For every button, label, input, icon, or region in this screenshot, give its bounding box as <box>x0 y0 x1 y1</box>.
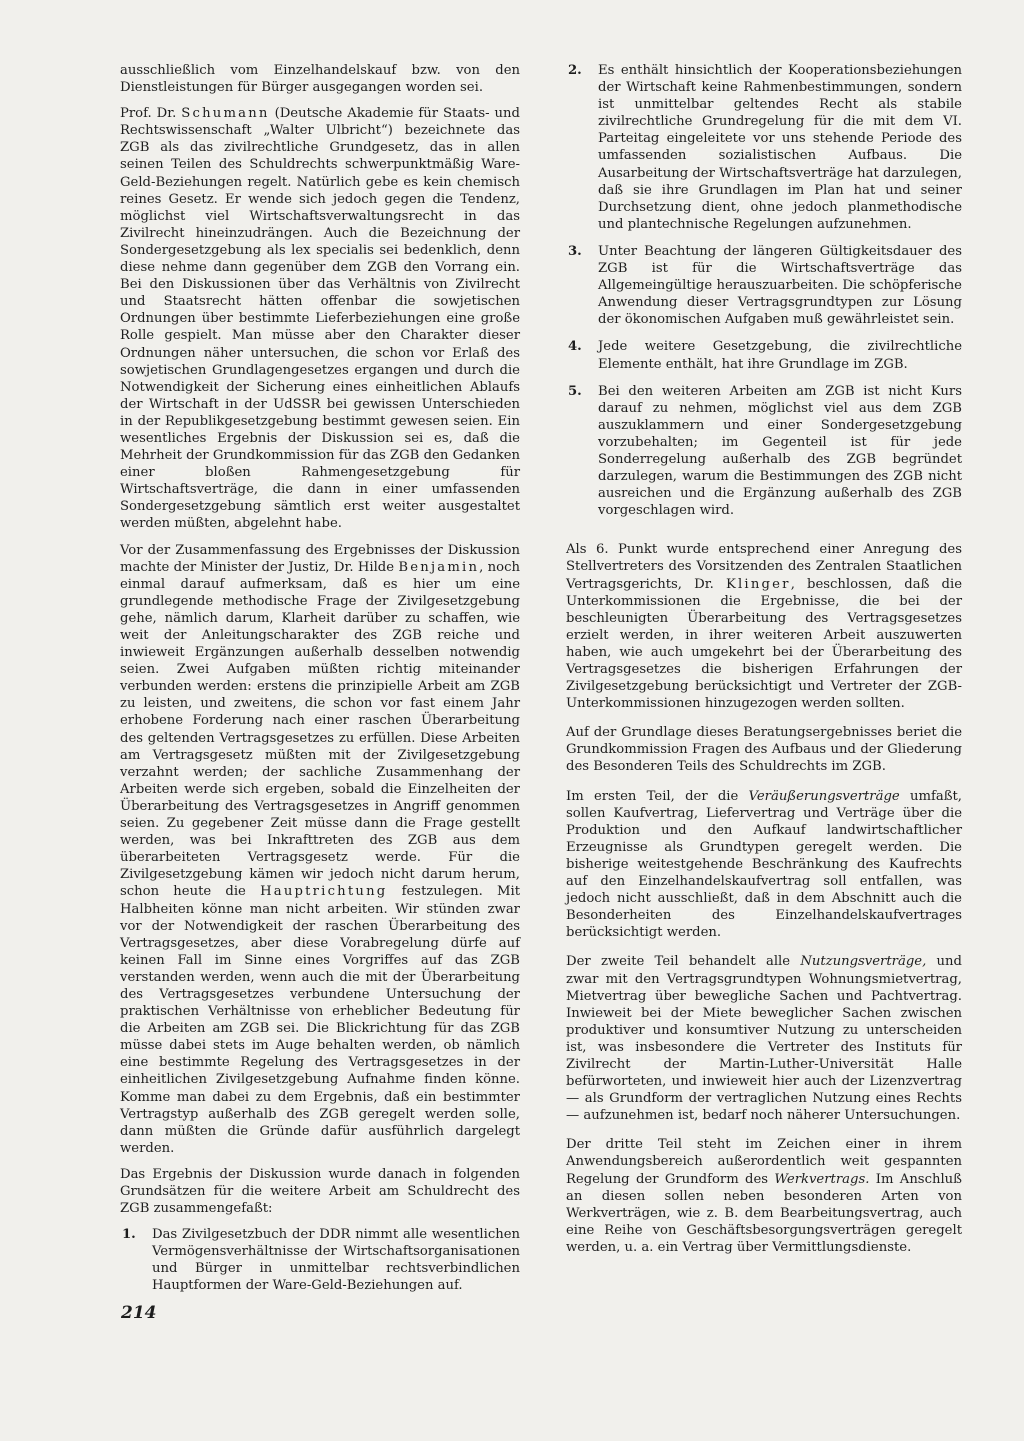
paragraph <box>566 788 962 942</box>
paragraph <box>120 105 520 532</box>
text-run: Vor der Zusammenfassung des Ergebnisses der Diskussion machte der Minister der Justiz, Dr. Hilde <box>120 542 520 575</box>
text-run: Im Anschluß an diesen sollen neben besonderen Arten von Werkverträgen, wie z. B. dem Bearbeitungsvertrag, auch eine Reihe von Geschäftsbesorgungsverträgen geregelt werden, u. a. ein Vertrag über Vermittlungsdienste. <box>566 1171 962 1255</box>
paragraph <box>566 1136 962 1256</box>
text-run: Prof. Dr. <box>120 106 177 122</box>
spaced-name: Benjamin <box>398 559 480 575</box>
text-run: Der dritte Teil steht im Zeichen einer in ihrem Anwendungsbereich außerordentlich weit gespannten Regelung der Grundform des <box>566 1137 962 1187</box>
paragraph <box>120 542 520 1157</box>
text-run: festzulegen. Mit Halbheiten könne man nicht arbeiten. Wir stünden zwar vor der Notwendigkeit der raschen Überarbeitung des Vertragsgesetzes, aber diese Vorabregelung dürfe auf keinen Fall im Sinne eines Vorgriffes auf das ZGB verstanden werden, wenn auch die mit der Überarbeitung des Vertragsgesetzes verbundene Untersuchung der praktischen Verhältnisse von erheblicher Bedeutung für die Arbeiten am ZGB sei. Die Blickrichtung für das ZGB müsse dabei stets im Auge behalten werden, ob nämlich eine bestimmte Regelung des Vertragsgesetzes in der einheitlichen Zivilgesetzgebung Aufnahme finden könne. Komme man dabei zu dem Ergebnis, daß ein bestimmter Vertragstyp außerhalb des ZGB geregelt werden solle, dann müßten die Gründe dafür ausführlich dargelegt werden. <box>120 884 520 1156</box>
list-text: Bei den weiteren Arbeiten am ZGB ist nicht Kurs darauf zu nehmen, möglichst viel aus dem ZGB auszuklammern und einer Sondergesetzgebung vorzubehalten; im Gegenteil ist für jede Sonderregelung außerhalb des ZGB begründet darzulegen, warum die Bestimmungen des ZGB nicht ausreichen und die Ergänzung außerhalb des ZGB vorgeschlagen wird. <box>598 383 962 519</box>
text-run: , noch einmal darauf aufmerksam, daß es hier um eine grundlegende methodische Frage der Zivilgesetzgebung gehe, nämlich darum, Klarheit darüber zu schaffen, wie weit der Anleitungscharakter des ZGB reiche und inwieweit Ergänzungen außerhalb desselben notwendig seien. Zwei Aufgaben müßten richtig miteinander verbunden werden: erstens die prinzipielle Arbeit am ZGB zu leisten, und zweitens, die schon vor fast einem Jahr erhobene Forderung nach einer raschen Überarbeitung des geltenden Vertragsgesetzes zu erfüllen. Diese Arbeiten am Vertragsgesetz müßten mit der Zivilgesetzgebung verzahnt werden; der sachliche Zusammenhang der Arbeiten werde sich ergeben, sobald die Einzelheiten der Überarbeitung des Vertragsgesetzes in Angriff genommen seien. Zu gegebener Zeit müsse dann die Frage gestellt werden, was bei Inkrafttreten des ZGB aus dem überarbeiteten Vertragsgesetz werde. Für die Zivilgesetzgebung kämen wir jedoch nicht darum herum, schon heute die <box>120 559 520 900</box>
list-text: Das Zivilgesetzbuch der DDR nimmt alle wesentlichen Vermögensverhältnisse der Wirtschaftsorganisationen und Bürger in unmittelbar rechtsverbindlichen Hauptformen der Ware-Geld-Beziehungen auf. <box>152 1227 520 1294</box>
spaced-name: Klinger <box>725 576 791 592</box>
text-run: Als 6. Punkt wurde entsprechend einer Anregung des Stellvertreters des Vorsitzenden des Zentralen Staatlichen Vertragsgerichts, Dr. <box>566 542 962 592</box>
paragraph <box>566 953 962 1124</box>
paragraph: ausschließlich vom Einzelhandelskauf bzw. von den Dienstleistungen für Bürger ausgegangen worden sei. <box>120 63 520 96</box>
list-text: Es enthält hinsichtlich der Kooperationsbeziehungen der Wirtschaft keine Rahmenbestimmungen, sondern ist unmittelbar geltendes Recht als stabile zivilrechtliche Grundregelung für die mit dem VI. Parteitag eingeleitete vor uns stehende Periode des umfassenden sozialistischen Aufbaus. Die Ausarbeitung der Wirtschaftsverträge hat darzulegen, daß sie ihre Grundlagen im Plan hat und seiner Durchsetzung dient, ohne jedoch planmethodische und plantechnische Regelungen aufzunehmen. <box>598 63 962 232</box>
list-text: Unter Beachtung der längeren Gültigkeitsdauer des ZGB ist für die Wirtschaftsverträge das Allgemeingültige herauszuarbeiten. Die schöpferische Anwendung dieser Vertragsgrundtypen zur Lösung der ökonomischen Aufgaben muß gewährleistet sein. <box>598 243 962 328</box>
text-run: umfaßt, sollen Kaufvertrag, Liefervertrag und Verträge über die Produktion und den Aufkauf landwirtschaftlicher Erzeugnisse als Grundtypen geregelt werden. Die bisherige weitestgehende Beschränkung des Kaufrechts auf den Einzelhandelskaufvertrag soll entfallen, was jedoch nicht ausschließt, daß in dem Abschnitt auch die Besonderheiten des Einzelhandelskaufvertrages berücksichtigt werden. <box>566 788 962 941</box>
list-item <box>566 62 962 233</box>
italic-term: Werkvertrags. <box>774 1171 870 1187</box>
list-number: 3. <box>568 243 582 259</box>
paragraph <box>566 541 962 712</box>
paragraph: Das Ergebnis der Diskussion wurde danach in folgenden Grundsätzen für die weitere Arbeit am Schuldrecht des ZGB zusammengefaßt: <box>120 1166 520 1217</box>
page-number: 214 <box>121 1303 157 1323</box>
list-item <box>120 1226 520 1294</box>
italic-term: Nutzungsverträge, <box>800 954 927 970</box>
text-run: , beschlossen, daß die Unterkommissionen die Ergebnisse, die bei der beschleunigten Überarbeitung des Vertragsgesetzes erzielt werden, in ihrer weiteren Arbeit auszuwerten haben, wie auch umgekehrt bei der Überarbeitung des Vertragsgesetzes die bisherigen Erfahrungen der Zivilgesetzgebung berücksichtigt und Vertreter der ZGB-Unterkommissionen hinzugezogen werden sollten. <box>566 576 963 712</box>
list-text: Jede weitere Gesetzgebung, die zivilrechtliche Elemente enthält, hat ihre Grundlage im ZGB. <box>598 339 962 372</box>
list-item <box>566 243 962 328</box>
text-run: Der zweite Teil behandelt alle <box>566 954 791 970</box>
paragraph: Auf der Grundlage dieses Beratungsergebnisses beriet die Grundkommission Fragen des Aufbaus und der Gliederung des Besonderen Teils des Schuldrechts im ZGB. <box>566 725 962 775</box>
spaced-name: Schumann <box>181 106 270 122</box>
italic-term: Veräußerungsverträge <box>748 788 900 804</box>
list-item <box>566 338 962 372</box>
text-run: und zwar mit den Vertragsgrundtypen Wohnungsmietvertrag, Mietvertrag über bewegliche Sachen und Pachtvertrag. Inwieweit bei der Miete beweglicher Sachen zwischen produktiver und konsumtiver Nutzung zu unterscheiden ist, was insbesondere die Vertreter des Instituts für Zivilrecht der Martin-Luther-Universität Halle befürworteten, und inwieweit hier auch der Lizenzvertrag — als Grundform der vertraglichen Nutzung eines Rechts — aufzunehmen ist, bedarf noch näherer Untersuchungen. <box>566 954 962 1124</box>
list-number: 2. <box>568 63 582 78</box>
text-run: (Deutsche Akademie für Staats- und Rechtswissenschaft „Walter Ulbricht“) bezeichnete das ZGB als das zivilrechtliche Grundgesetz, das in allen seinen Teilen des Schuldrechts schwerpunktmäßig Ware-Geld-Beziehungen regelt. Natürlich gebe es kein chemisch reines Gesetz. Er wende sich jedoch gegen die Tendenz, möglichst viel Wirtschaftsverwaltungsrecht in das Zivilrecht hineinzudrängen. Auch die Bezeichnung der Sondergesetzgebung als lex specialis sei bedenklich, denn diese nehme dann gegenüber dem ZGB den Vorrang ein. Bei den Diskussionen über das Verhältnis von Zivilrecht und Staatsrecht hätten offenbar die sowjetischen Ordnungen über bestimmte Lieferbeziehungen eine große Rolle gespielt. Man müsse aber den Charakter dieser Ordnungen näher untersuchen, die schon vor Erlaß des sowjetischen Grundlagengesetzes ergangen und durch die Notwendigkeit der Sicherung eines einheitlichen Ablaufs der Wirtschaft in der UdSSR bei gewissen Unterschieden in der Republikgesetzgebung bestimmt gewesen seien. Ein wesentliches Ergebnis der Diskussion sei es, daß die Mehrheit der Grundkommission für das ZGB den Gedanken einer bloßen Rahmengesetzgebung für Wirtschaftsverträge, die dann in einer umfassenden Sondergesetzgebung sämtlich erst weiter ausgestaltet werden müßten, abgelehnt habe. <box>120 106 520 532</box>
list-number: 4. <box>568 339 582 355</box>
spaced-term: Hauptrichtung <box>260 884 388 900</box>
list-number: 1. <box>122 1227 136 1243</box>
right-column <box>566 62 962 1265</box>
list-number: 5. <box>568 383 582 399</box>
list-item <box>566 383 962 520</box>
left-column <box>120 62 520 1305</box>
text-run: Im ersten Teil, der die <box>566 788 739 804</box>
